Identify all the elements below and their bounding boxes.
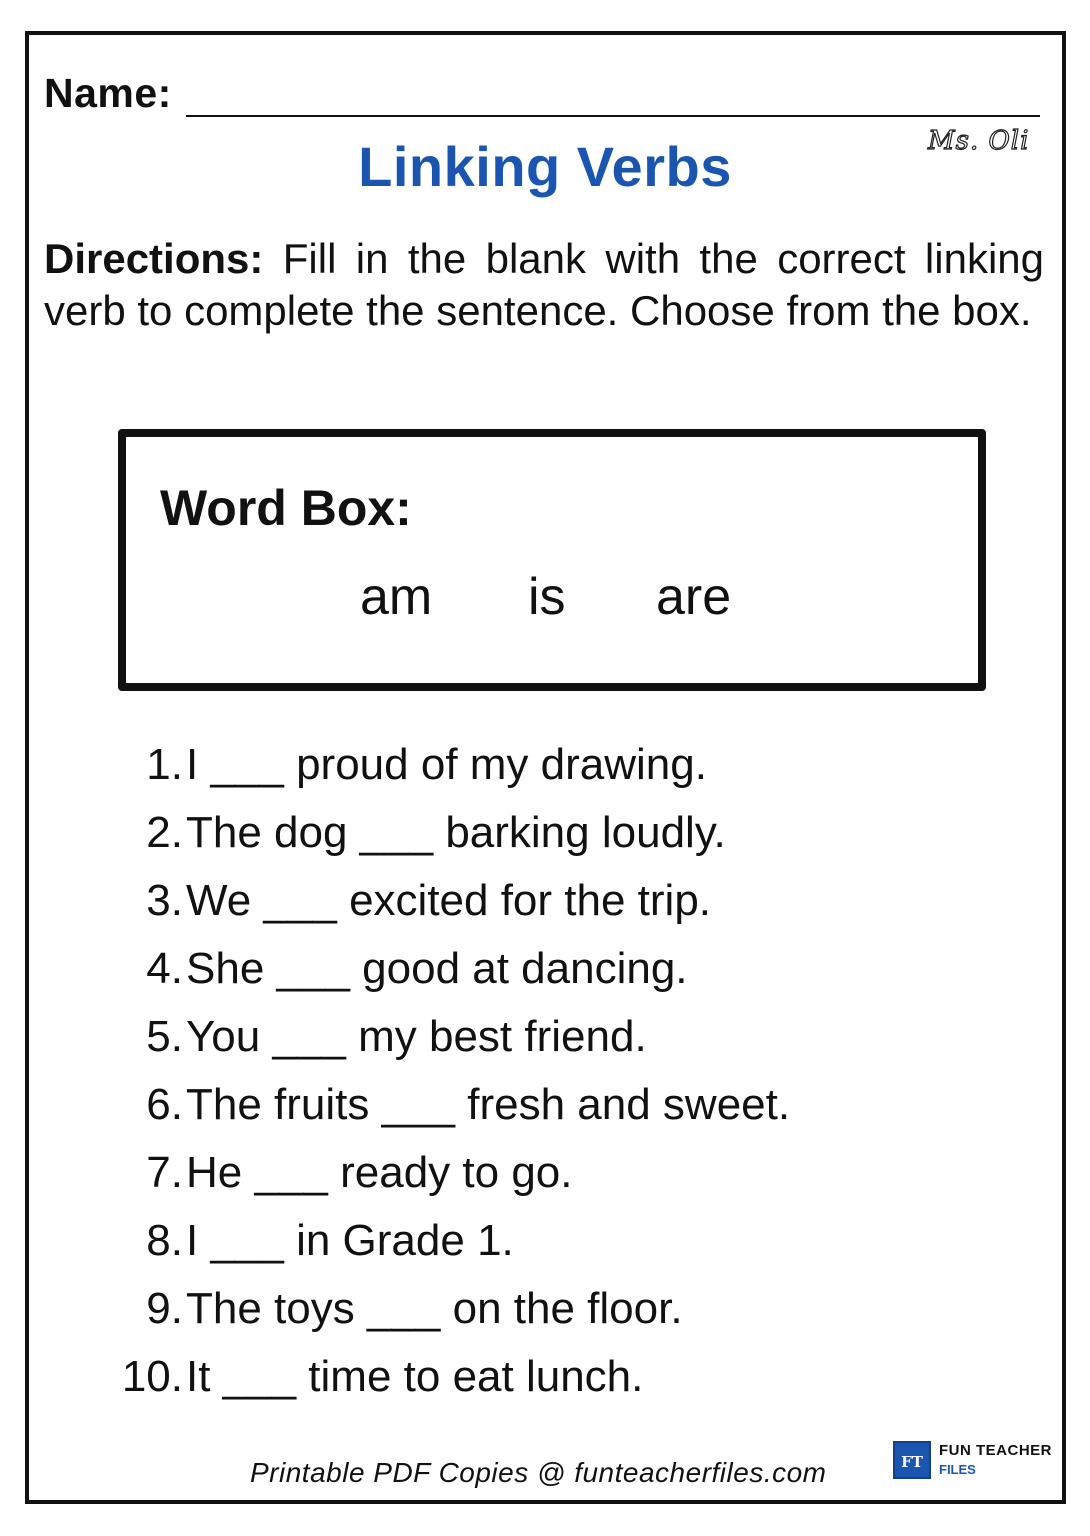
word-box-word: am [360, 568, 433, 626]
question-text: He ___ ready to go. [186, 1148, 573, 1197]
question-text: The fruits ___ fresh and sweet. [186, 1080, 791, 1129]
question-text: I ___ in Grade 1. [186, 1216, 514, 1265]
question-number: 3. [146, 876, 183, 925]
question-item [0, 1148, 1090, 1216]
question-number: 5. [146, 1012, 183, 1061]
question-item [0, 876, 1090, 944]
question-number: 9. [146, 1284, 183, 1333]
author-signature: Ms. Oli [928, 126, 1030, 156]
question-text: The dog ___ barking loudly. [186, 808, 726, 857]
word-box-title: Word Box: [160, 480, 412, 536]
question-item [0, 1012, 1090, 1080]
question-number: 8. [146, 1216, 183, 1265]
worksheet-title: Linking Verbs [358, 135, 732, 198]
question-item [0, 1216, 1090, 1284]
directions-text: Fill in the blank with the correct linking verb to complete the sentence. Choose from the box. [44, 235, 1044, 334]
directions-paragraph [44, 233, 1044, 337]
question-text: She ___ good at dancing. [186, 944, 688, 993]
word-box-word: are [656, 568, 732, 626]
logo-text-line2: FILES [939, 1462, 976, 1477]
word-box-word: is [528, 568, 566, 626]
question-number: 10. [121, 1352, 183, 1401]
question-item [0, 944, 1090, 1012]
question-text: I ___ proud of my drawing. [186, 740, 707, 789]
question-item [0, 1080, 1090, 1148]
question-item [0, 1284, 1090, 1352]
question-item [0, 808, 1090, 876]
directions-label: Directions: [44, 235, 264, 282]
question-text: We ___ excited for the trip. [186, 876, 712, 925]
name-label: Name: [44, 70, 172, 116]
question-number: 1. [146, 740, 183, 789]
question-number: 6. [146, 1080, 183, 1129]
logo-text-line1: FUN TEACHER [939, 1442, 1052, 1459]
logo-mark: FT [893, 1441, 931, 1479]
question-item [0, 1352, 1090, 1420]
fun-teacher-files-logo [893, 1441, 1053, 1481]
name-field-row [44, 70, 1040, 122]
question-text: You ___ my best friend. [186, 1012, 647, 1061]
question-number: 2. [146, 808, 183, 857]
question-item [0, 740, 1090, 808]
question-text: The toys ___ on the floor. [186, 1284, 683, 1333]
name-write-line [186, 115, 1040, 117]
question-text: It ___ time to eat lunch. [186, 1352, 644, 1401]
question-number: 7. [146, 1148, 183, 1197]
footer-credit: Printable PDF Copies @ funteacherfiles.com [250, 1457, 827, 1488]
question-number: 4. [146, 944, 183, 993]
word-box [118, 429, 986, 691]
